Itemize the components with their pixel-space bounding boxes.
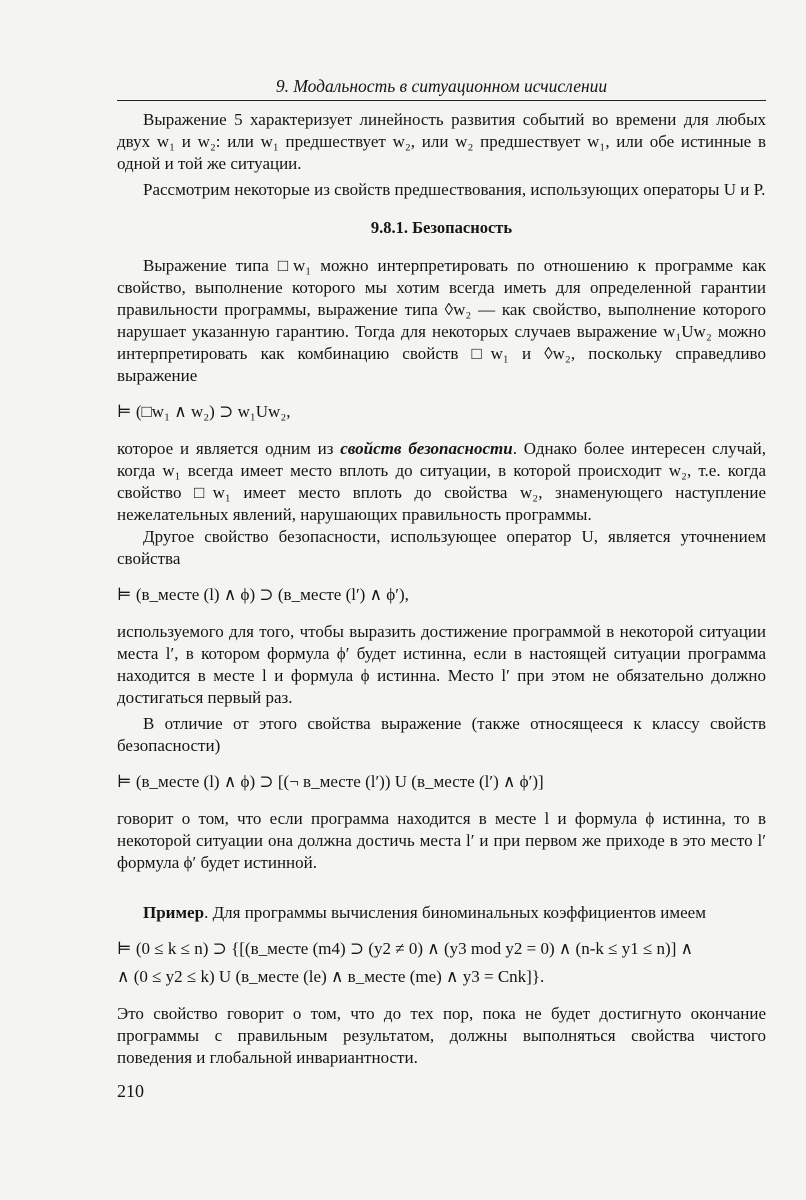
- paragraph-another-property: Другое свойство безопасности, использующее оператор U, является уточнением свойства: [117, 527, 766, 568]
- running-title: 9. Модальность в ситуационном исчислении: [117, 72, 766, 101]
- paragraph-conclusion: Это свойство говорит о том, что до тех пор, пока не будет достигнуто окончание программы с правильным результатом, должны выполняться свойства чистого поведения и глобальной инвариантности.: [117, 1004, 766, 1067]
- formula-binomial-line1: ⊨ (0 ≤ k ≤ n) ⊃ {[(в_месте (m4) ⊃ (y2 ≠ 0) ∧ (y3 mod y2 = 0) ∧ (n-k ≤ y1 ≤ n)] ∧: [117, 939, 694, 958]
- paragraph-safety-intro: Выражение типа □w₁ можно интерпретировать по отношению к программе как свойство, выполнение которого мы хотим всегда иметь для определенной гарантии правильности программы, выражение типа ◊w₂ — как свойство, выполнение которого нарушает указанную гарантию. Тогда для некоторых случаев выражение w₁Uw₂ можно интерпретировать как комбинацию свойств □w₁ и ◊w₂, поскольку справедливо выражение: [117, 256, 766, 385]
- emphasis-term: свойств безопасности: [340, 439, 513, 458]
- formula-safety-basic: ⊨ (□w₁ ∧ w₂) ⊃ w₁Uw₂,: [117, 402, 291, 421]
- paragraph-example: Пример. Для программы вычисления биноминальных коэффициентов имеем: [143, 903, 706, 922]
- paragraph-location-explained: используемого для того, чтобы выразить достижение программой в некоторой ситуации места l′, в котором формула ϕ′ будет истинна, если в настоящей ситуации программа находится в месте l и формула ϕ истинна. Место l′ при этом не обязательно должно достигаться первый раз.: [117, 622, 766, 707]
- section-title: 9.8.1. Безопасность: [370, 218, 513, 237]
- formula-location: ⊨ (в_месте (l) ∧ ϕ) ⊃ (в_месте (l′) ∧ ϕ′),: [117, 585, 409, 604]
- formula-until: ⊨ (в_месте (l) ∧ ϕ) ⊃ [(¬ в_месте (l′)) U (в_месте (l′) ∧ ϕ′)]: [117, 772, 544, 791]
- paragraph-until-explained: говорит о том, что если программа находится в месте l и формула ϕ истинна, то в некоторой ситуации она должна достичь места l′ и при первом же приходе в это место l′ формула ϕ′ будет истинной.: [117, 809, 766, 872]
- example-label: Пример: [143, 903, 205, 922]
- paragraph-linearity: Выражение 5 характеризует линейность развития событий во времени для любых двух w₁ и w₂: или w₁ предшествует w₂, или w₂ предшествует w₁, или обе истинные в одной и той же ситуации.: [117, 110, 766, 173]
- paragraph-unlike: В отличие от этого свойства выражение (также относящееся к классу свойств безопасности): [117, 714, 766, 755]
- formula-binomial-line2: ∧ (0 ≤ y2 ≤ k) U (в_месте (le) ∧ в_месте (me) ∧ y3 = Cnk]}.: [117, 967, 545, 986]
- paragraph-operators: Рассмотрим некоторые из свойств предшествования, использующих операторы U и P.: [143, 180, 766, 199]
- paragraph-safety-property: которое и является одним из свойств безопасности. Однако более интересен случай, когда w₁ всегда имеет место вплоть до ситуации, в которой происходит w₂, т.е. когда свойство □w₁ имеет место вплоть до свойства w₂, знаменующего наступление нежелательных явлений, нарушающих правильность программы.: [117, 439, 767, 524]
- book-page: [117, 72, 766, 1102]
- page-number: 210: [117, 1081, 144, 1101]
